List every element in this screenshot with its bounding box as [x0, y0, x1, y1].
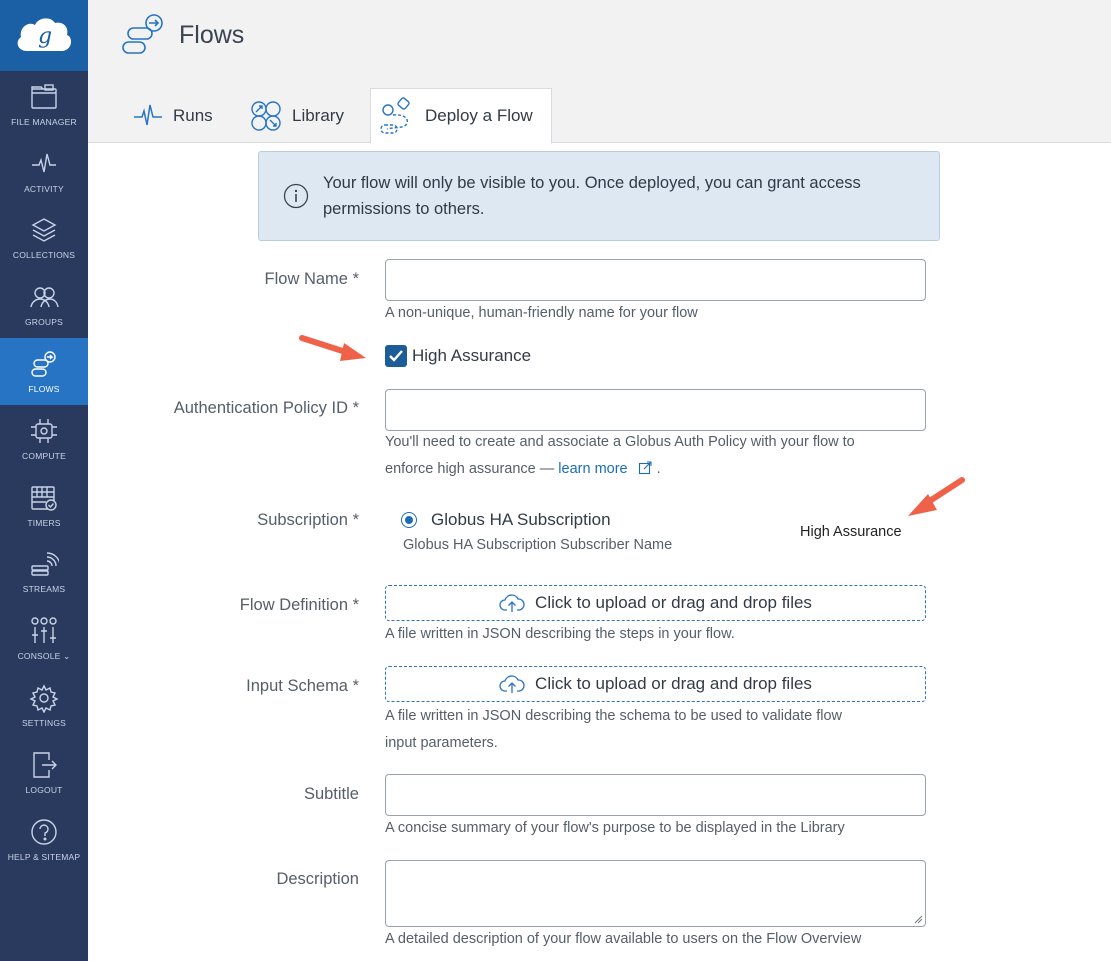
- activity-icon: [29, 149, 59, 179]
- description-help: A detailed description of your flow available to users on the Flow Overview: [385, 931, 862, 947]
- sidebar-item-label: COMPUTE: [22, 450, 66, 461]
- sidebar-item-logout[interactable]: [0, 739, 88, 806]
- sidebar-item-timers[interactable]: [0, 472, 88, 539]
- gear-icon: [29, 683, 59, 713]
- cloud-upload-icon: [499, 593, 525, 613]
- globus-logo-icon: [13, 13, 75, 59]
- flow-name-input[interactable]: [385, 259, 926, 301]
- auth-policy-input[interactable]: [385, 389, 926, 431]
- input-schema-label: Input Schema *: [246, 677, 359, 695]
- sidebar-item-label: FILE MANAGER: [11, 116, 77, 127]
- tab-label: Runs: [173, 106, 213, 125]
- high-assurance-checkbox[interactable]: [385, 345, 407, 367]
- flow-definition-help: A file written in JSON describing the steps in your flow.: [385, 626, 735, 642]
- input-schema-help: [385, 703, 842, 757]
- chevron-down-icon: ⌄: [63, 650, 71, 661]
- description-textarea[interactable]: [385, 860, 926, 927]
- sidebar-item-collections[interactable]: [0, 205, 88, 272]
- sidebar-item-label: FLOWS: [28, 384, 60, 395]
- sidebar-item-help[interactable]: [0, 806, 88, 873]
- info-notice: [258, 151, 940, 241]
- flow-definition-label: Flow Definition *: [239, 596, 359, 614]
- sidebar-item-groups[interactable]: [0, 271, 88, 338]
- high-assurance-label: High Assurance: [412, 346, 532, 365]
- sidebar-item-label: GROUPS: [24, 317, 64, 328]
- sidebar-item-file-manager[interactable]: [0, 71, 88, 138]
- upload-label: Click to upload or drag and drop files: [535, 674, 812, 693]
- sidebar-item-label: LOGOUT: [25, 784, 63, 795]
- svg-text:g: g: [38, 23, 53, 49]
- subscription-option: [402, 510, 611, 530]
- input-schema-help-line1: A file written in JSON describing the schema to be used to validate flow: [385, 708, 842, 724]
- sidebar-item-streams[interactable]: [0, 539, 88, 606]
- page-title: Flows: [179, 20, 245, 49]
- subtitle-help: A concise summary of your flow's purpose to be displayed in the Library: [385, 820, 845, 836]
- subscription-option-label: Globus HA Subscription: [431, 510, 611, 529]
- streams-icon: [29, 549, 59, 579]
- resize-grip-icon[interactable]: [914, 915, 923, 924]
- description-label: Description: [276, 870, 359, 888]
- timers-icon: [29, 483, 59, 513]
- compute-icon: [29, 416, 59, 446]
- sidebar-item-activity[interactable]: [0, 138, 88, 205]
- cloud-upload-icon: [499, 674, 525, 694]
- learn-more-text: learn more: [558, 461, 628, 477]
- sidebar-item-label: SETTINGS: [21, 718, 67, 729]
- runs-icon: [133, 101, 163, 131]
- layers-icon: [29, 215, 59, 245]
- tab-library[interactable]: [250, 88, 344, 144]
- tab-deploy-a-flow[interactable]: [370, 88, 552, 144]
- console-icon: [29, 616, 59, 646]
- annotation-arrow-icon: [904, 474, 968, 520]
- auth-policy-label: Authentication Policy ID *: [173, 399, 359, 417]
- learn-more-link[interactable]: [558, 461, 652, 477]
- auth-policy-help-line2: [385, 456, 855, 483]
- deploy-icon: [379, 97, 415, 135]
- info-icon: [283, 183, 309, 209]
- auth-policy-help: [385, 429, 855, 483]
- subscription-label: Subscription *: [257, 511, 359, 529]
- globus-logo[interactable]: [0, 0, 88, 71]
- input-schema-help-line2: input parameters.: [385, 735, 498, 751]
- input-schema-upload[interactable]: [385, 666, 926, 702]
- flow-definition-upload[interactable]: [385, 585, 926, 621]
- subtitle-input[interactable]: [385, 774, 926, 816]
- flow-name-label: Flow Name *: [264, 270, 359, 288]
- folder-icon: [29, 82, 59, 112]
- flow-name-help: A non-unique, human-friendly name for your flow: [385, 305, 698, 321]
- sidebar-item-label: ACTIVITY: [24, 183, 64, 194]
- sidebar-item-flows[interactable]: [0, 338, 88, 405]
- external-link-icon: [638, 460, 653, 475]
- logout-icon: [29, 750, 59, 780]
- sidebar-item-compute[interactable]: [0, 405, 88, 472]
- library-icon: [250, 100, 282, 132]
- sidebar-item-label: TIMERS: [27, 517, 61, 528]
- subscriber-name: Globus HA Subscription Subscriber Name: [403, 537, 673, 553]
- tab-label: Deploy a Flow: [425, 106, 533, 125]
- sidebar: [0, 0, 88, 961]
- sidebar-item-label: COLLECTIONS: [12, 250, 76, 261]
- groups-icon: [29, 282, 59, 312]
- subscription-radio[interactable]: [402, 513, 416, 527]
- tab-runs[interactable]: [133, 88, 213, 144]
- help-icon: [29, 817, 59, 847]
- sidebar-item-label: STREAMS: [22, 584, 66, 595]
- upload-label: Click to upload or drag and drop files: [535, 593, 812, 612]
- annotation-arrow-icon: [298, 330, 370, 364]
- flows-icon: [29, 349, 59, 379]
- auth-policy-help-text: enforce high assurance —: [385, 461, 555, 477]
- sidebar-item-label: HELP & SITEMAP: [7, 851, 81, 862]
- high-assurance-note: High Assurance: [800, 524, 902, 540]
- auth-policy-help-end: .: [656, 461, 661, 477]
- checkmark-icon: [388, 349, 404, 363]
- tab-label: Library: [292, 106, 344, 125]
- sidebar-item-label: CONSOLE ⌄: [17, 650, 71, 661]
- flows-icon: [121, 12, 167, 58]
- sidebar-item-settings[interactable]: [0, 672, 88, 739]
- subtitle-label: Subtitle: [303, 785, 359, 803]
- page-title-group: [121, 12, 244, 58]
- notice-text: Your flow will only be visible to you. Once deployed, you can grant access permissions to others.: [323, 174, 861, 218]
- sidebar-item-console[interactable]: [0, 605, 88, 672]
- page-header: [88, 0, 1111, 143]
- auth-policy-help-line1: You'll need to create and associate a Globus Auth Policy with your flow to: [385, 434, 855, 450]
- high-assurance-row: [385, 345, 531, 367]
